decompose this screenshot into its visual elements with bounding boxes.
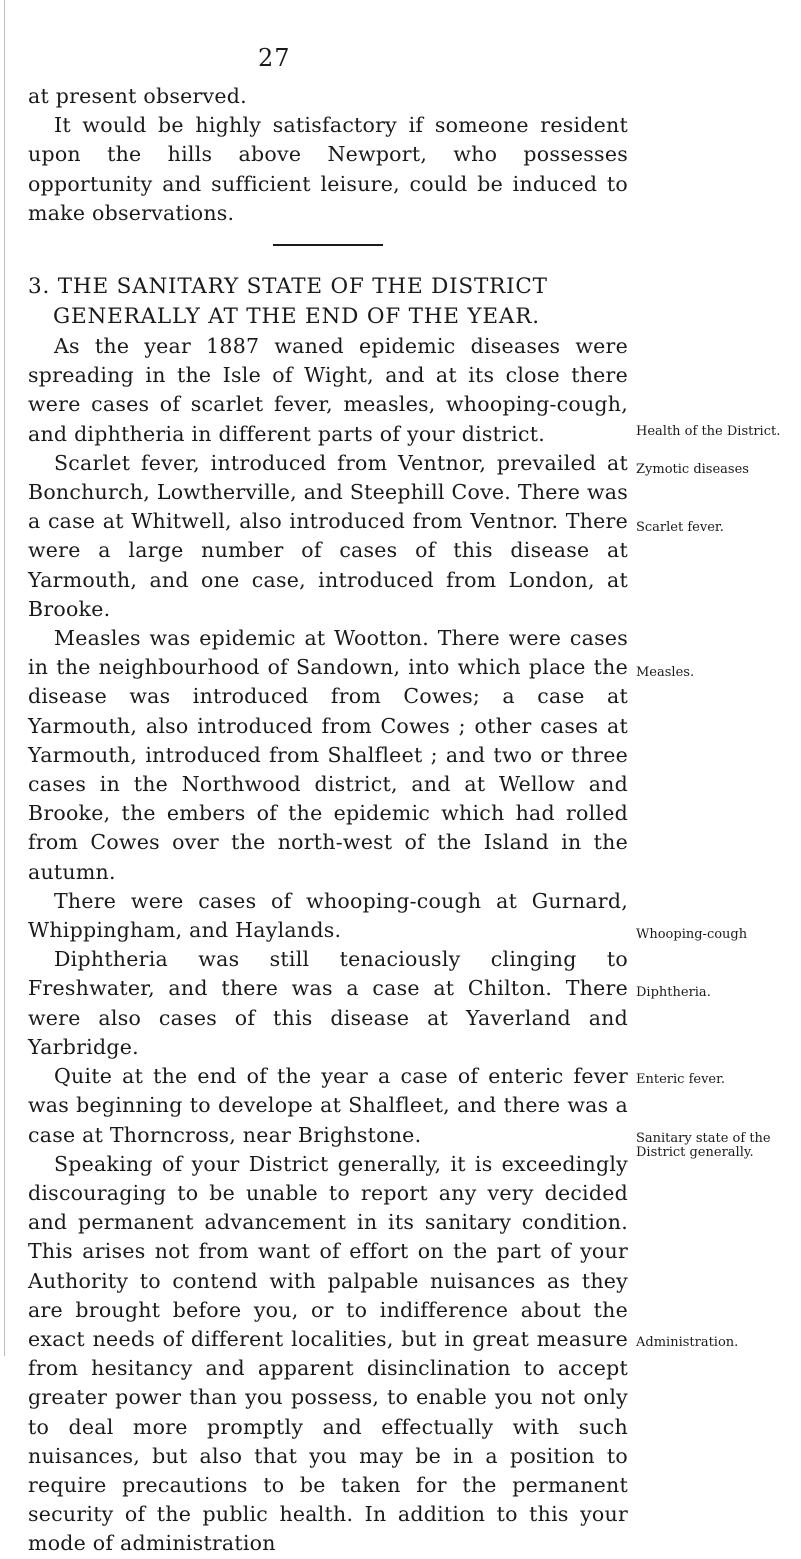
- paragraph-measles: Measles was epidemic at Wootton. There were cases in the neighbourhood of Sandown, into which place the disease was introduced from Cowes; a case at Yarmouth, also introduced from Cowes ; other cases at Yarmouth, introduced from Shalfleet ; and two or three cases in the Northwood district, and at Wellow and Brooke, the embers of the epidemic which had rolled from Cowes over the north-west of the Island in the autumn.: [28, 626, 628, 884]
- section-heading-line-1: THE SANITARY STATE OF THE DISTRICT: [57, 274, 548, 300]
- sidenote-whooping: Whooping-cough: [636, 927, 748, 942]
- sidenote-sanitary: Sanitary state of the District generally.: [636, 1131, 771, 1160]
- paragraph-scarlet-fever: Scarlet fever, introduced from Ventnor, prevailed at Bonchurch, Lowtherville, and Steephill Cove. There was a case at Whitwell, also introduced from Ventnor. There were a large number of cases of this disease at Yarmouth, and one case, introduced from London, at Brooke.: [28, 450, 628, 621]
- section-heading-line-2: GENERALLY AT THE END OF THE YEAR.: [53, 304, 540, 330]
- section-heading: [28, 272, 628, 332]
- section-divider: [273, 244, 383, 246]
- sidenote-enteric: Enteric fever.: [636, 1072, 726, 1087]
- sidenote-administration: Administration.: [636, 1335, 739, 1350]
- sidenote-diphtheria: Diphtheria.: [636, 985, 711, 1000]
- paragraph-someone-resident: It would be highly satisfactory if someone resident upon the hills above Newport, who possesses opportunity and sufficient leisure, could be induced to make observations.: [28, 113, 628, 225]
- sidenote-measles: Measles.: [636, 665, 695, 680]
- paragraph-diphtheria: Diphtheria was still tenaciously clinging to Freshwater, and there was a case at Chilton. There were also cases of this disease at Yaverland and Yarbridge.: [28, 947, 628, 1059]
- body-text: [28, 82, 628, 1559]
- sidenote-zymotic: Zymotic diseases: [636, 462, 749, 477]
- paragraph-speaking-of-district: Speaking of your District generally, it is exceedingly discouraging to be unable to report any very decided and permanent advancement in its sanitary condition. This arises not from want of effort on the part of your Authority to contend with palpable nuisances as they are brought before you, or to indifference about the exact needs of different localities, but in great measure from hesitancy and apparent disinclination to accept greater power than you possess, to enable you not only to deal more promptly and effectually with such nuisances, but also that you may be in a position to require precautions to be taken for the permanent security of the public health. In addition to this your mode of administration: [28, 1151, 628, 1556]
- paragraph-observed: at present observed.: [28, 84, 247, 108]
- section-number: 3.: [28, 274, 51, 300]
- paragraph-enteric-fever: Quite at the end of the year a case of enteric fever was beginning to develope at Shalfleet, and there was a case at Thorncross, near Brighstone.: [28, 1064, 628, 1147]
- page-edge-rule: [4, 0, 5, 1356]
- sidenote-scarlet: Scarlet fever.: [636, 520, 724, 535]
- sidenote-health: Health of the District.: [636, 424, 781, 439]
- page-number: 27: [258, 44, 291, 72]
- paragraph-whooping-cough: There were cases of whooping-cough at Gurnard, Whippingham, and Haylands.: [28, 888, 628, 943]
- paragraph-year-1887: As the year 1887 waned epidemic diseases were spreading in the Isle of Wight, and at its close there were cases of scarlet fever, measles, whooping-cough, and diphtheria in different parts of your district.: [28, 334, 628, 446]
